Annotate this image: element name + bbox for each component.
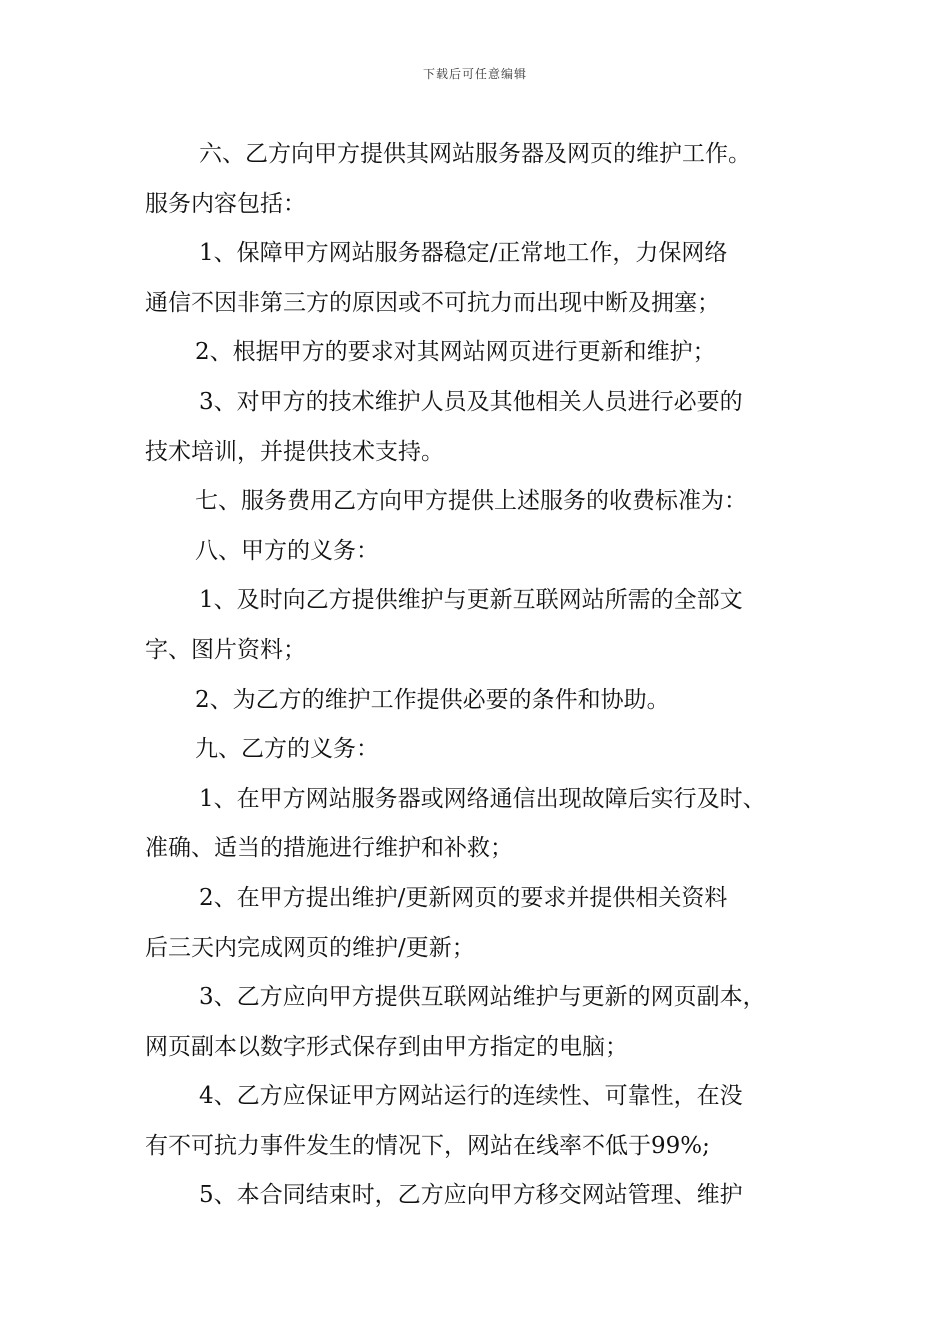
line-17: 后三天内完成网页的维护/更新； [145, 934, 475, 961]
line-19: 网页副本以数字形式保存到由甲方指定的电脑； [145, 1033, 628, 1060]
line-16: 2、在甲方提出维护/更新网页的要求并提供相关资料 [199, 884, 728, 911]
line-15: 准确、适当的措施进行维护和补救； [145, 835, 513, 862]
document-body [145, 130, 810, 1221]
line-4: 通信不因非第三方的原因或不可抗力而出现中断及拥塞； [145, 289, 720, 316]
line-2: 服务内容包括： [145, 190, 306, 217]
line-5: 2、根据甲方的要求对其网站网页进行更新和维护； [195, 339, 716, 366]
header-note: 下载后可任意编辑 [422, 67, 527, 81]
line-7: 技术培训，并提供技术支持。 [145, 438, 444, 465]
line-3: 1、保障甲方网站服务器稳定/正常地工作，力保网络 [199, 240, 728, 267]
line-13: 九、乙方的义务： [195, 736, 379, 763]
line-20: 4、乙方应保证甲方网站运行的连续性、可靠性，在没 [199, 1083, 743, 1110]
line-14: 1、在甲方网站服务器或网络通信出现故障后实行及时、 [199, 785, 766, 812]
line-10: 1、及时向乙方提供维护与更新互联网站所需的全部文 [199, 587, 743, 614]
line-11: 字、图片资料； [145, 636, 306, 663]
line-8: 七、服务费用乙方向甲方提供上述服务的收费标准为： [195, 488, 747, 515]
line-1: 六、乙方向甲方提供其网站服务器及网页的维护工作。 [199, 141, 751, 167]
line-6: 3、对甲方的技术维护人员及其他相关人员进行必要的 [199, 388, 743, 415]
line-12: 2、为乙方的维护工作提供必要的条件和协助。 [195, 686, 670, 713]
line-21: 有不可抗力事件发生的情况下，网站在线率不低于99%; [145, 1132, 710, 1159]
line-18: 3、乙方应向甲方提供互联网站维护与更新的网页副本， [199, 984, 766, 1011]
line-9: 八、甲方的义务： [195, 537, 379, 564]
line-22: 5、本合同结束时，乙方应向甲方移交网站管理、维护 [199, 1182, 743, 1209]
